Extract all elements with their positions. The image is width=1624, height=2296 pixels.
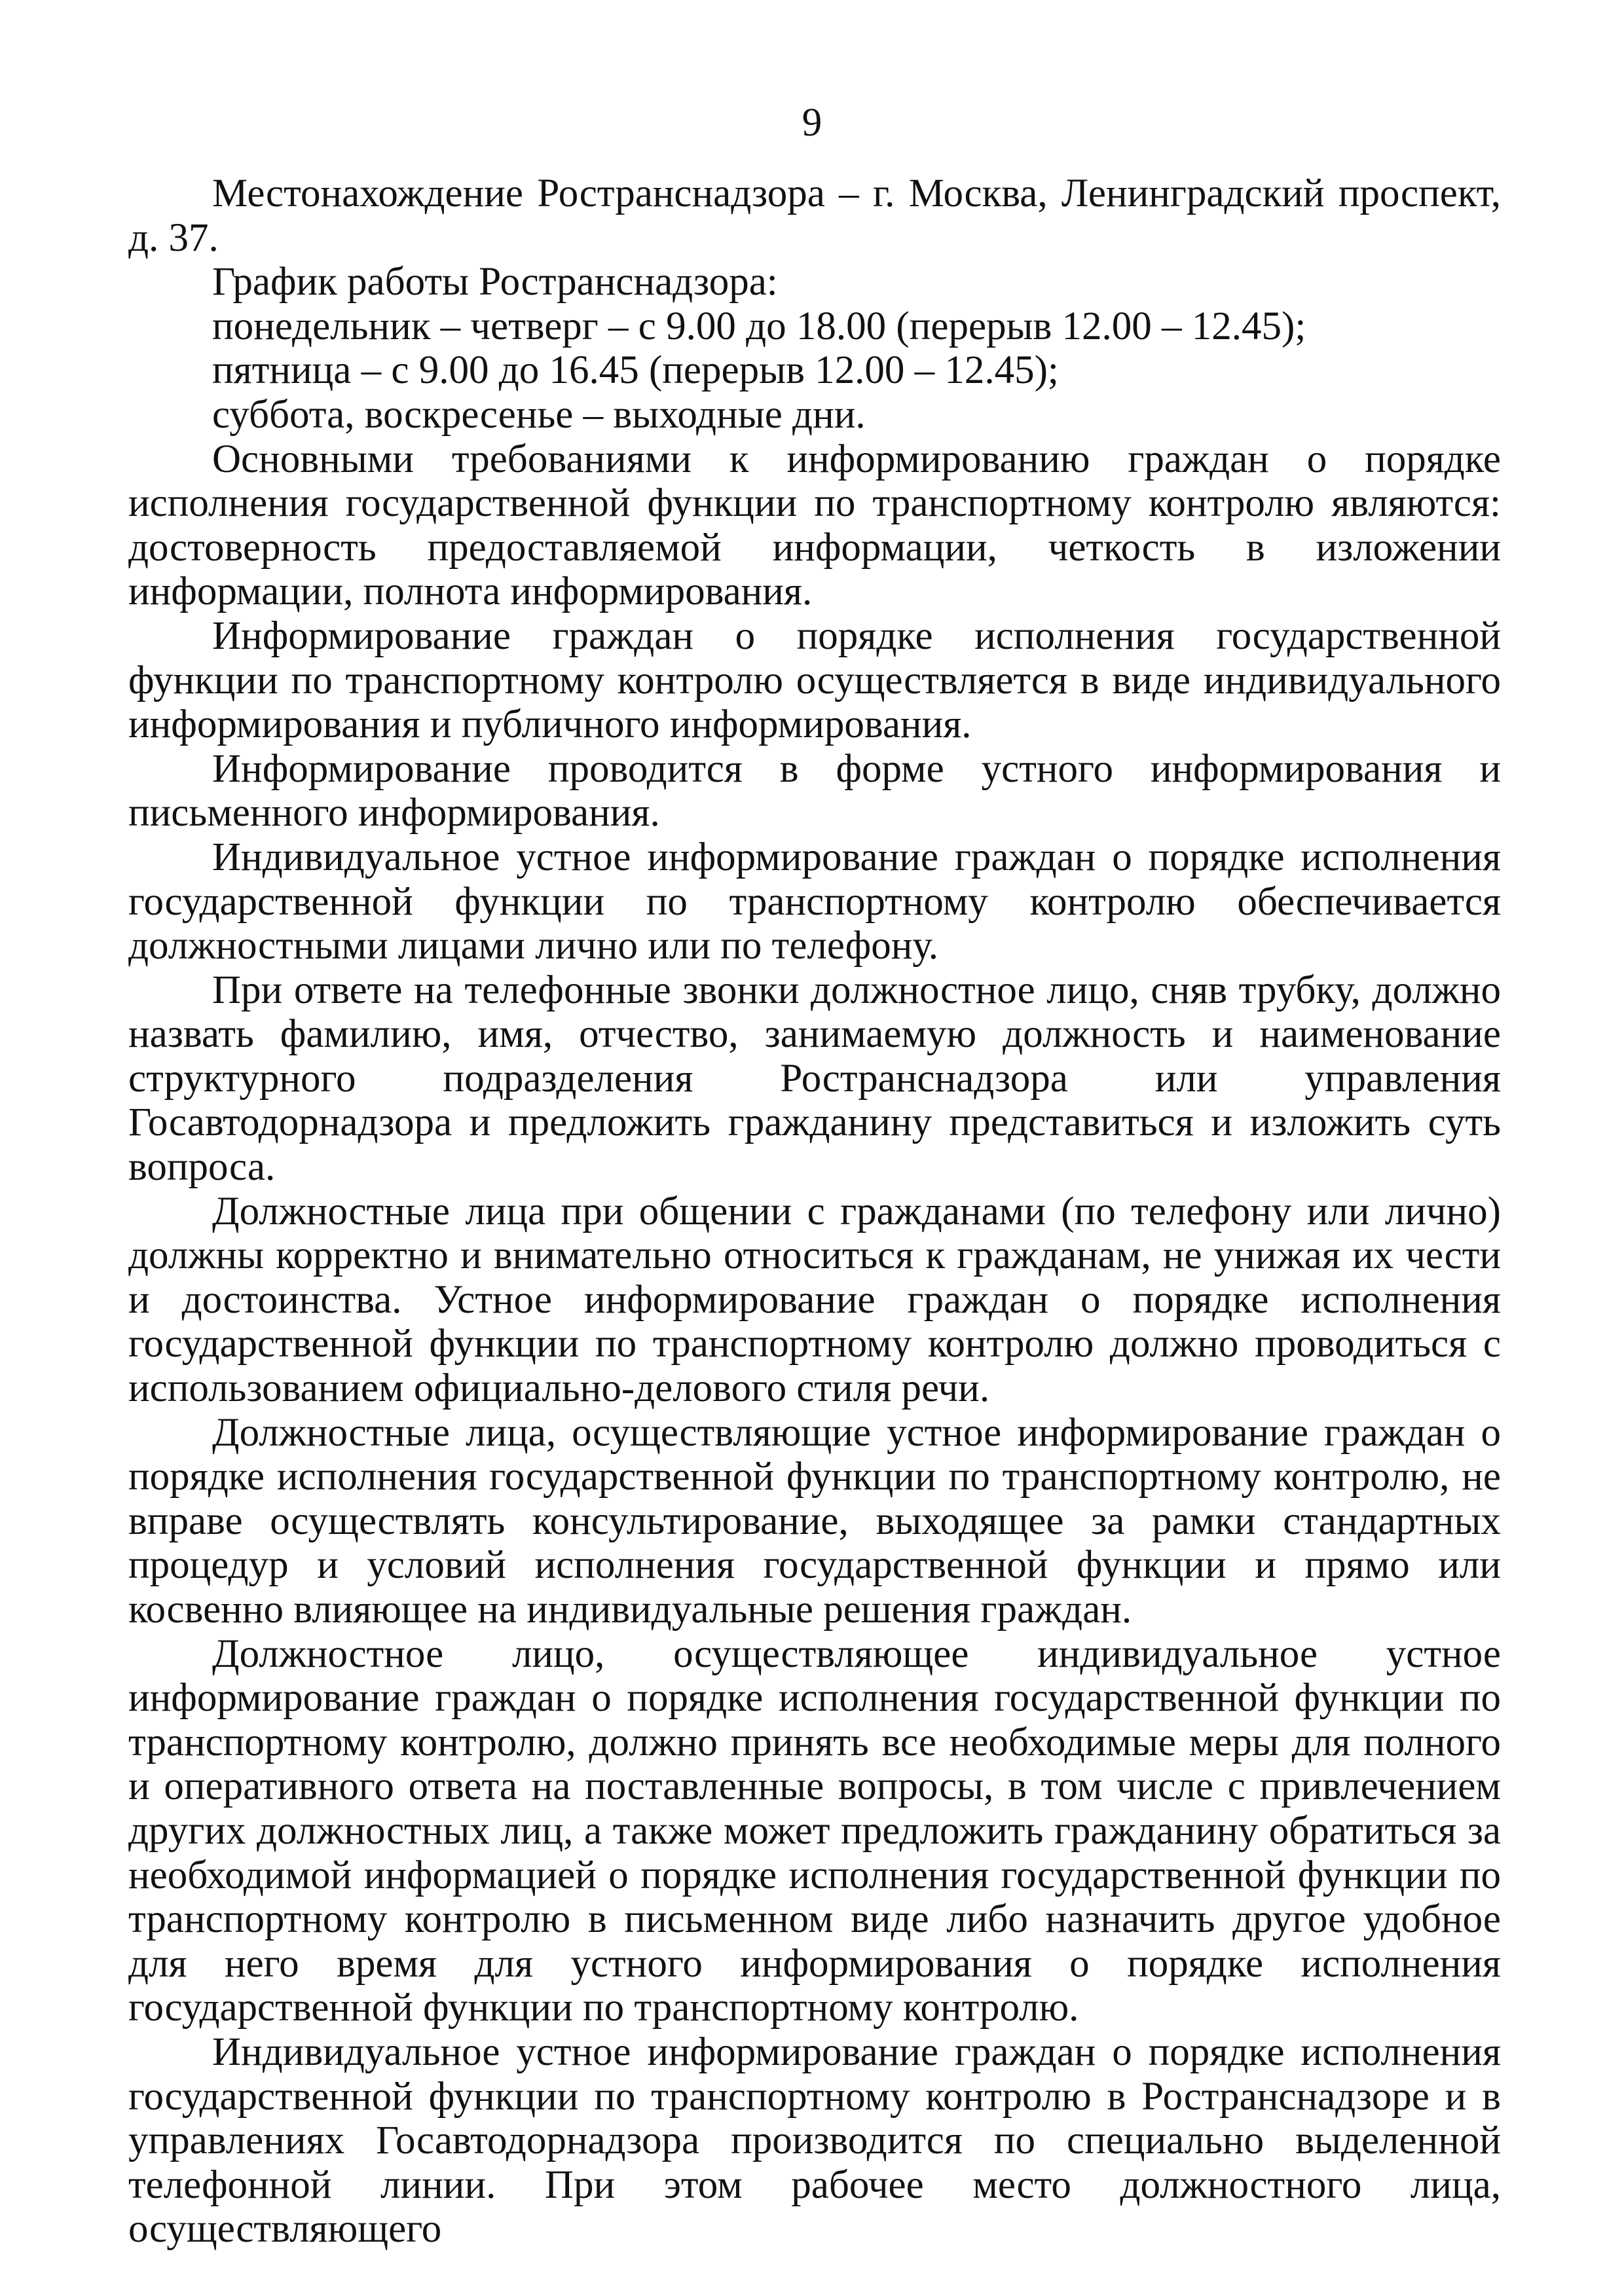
- paragraph-schedule-fri: пятница – с 9.00 до 16.45 (перерыв 12.00 – 12.45);: [212, 348, 1059, 393]
- paragraph-schedule-weekend: суббота, воскресенье – выходные дни.: [212, 392, 866, 437]
- paragraph-phone-calls: При ответе на телефонные звонки должностное лицо, сняв трубку, должно назвать фамилию, имя, отчество, занимаемую должность и наименование структурного подразделения Ространснадзора или управления Госавтодорнадзора и предложить гражданину представиться и изложить суть вопроса.: [128, 968, 1501, 1190]
- paragraph-requirements: Основными требованиями к информированию граждан о порядке исполнения государственной функции по транспортному контролю являются: достоверность предоставляемой информации, четкость в изложении информации, полнота информирования.: [128, 437, 1501, 614]
- paragraph-schedule-title: График работы Ространснадзора:: [212, 260, 778, 304]
- paragraph-individual-oral: Индивидуальное устное информирование граждан о порядке исполнения государственной функции по транспортному контролю обеспечивается должностными лицами лично или по телефону.: [128, 835, 1501, 968]
- document-body: [128, 172, 1501, 2251]
- page-number: 9: [802, 101, 822, 145]
- paragraph-official-duties: Должностное лицо, осуществляющее индивидуальное устное информирование граждан о порядке исполнения государственной функции по транспортному контролю, должно принять все необходимые меры для полного и оперативного ответа на поставленные вопросы, в том числе с привлечением других должностных лиц, а также может предложить гражданину обратиться за необходимой информацией о порядке исполнения государственной функции по транспортному контролю в письменном виде либо назначить другое удобное для него время для устного информирования о порядке исполнения государственной функции по транспортному контролю.: [128, 1631, 1501, 2030]
- paragraph-informing-types: Информирование граждан о порядке исполнения государственной функции по транспортному контролю осуществляется в виде индивидуального информирования и публичного информирования.: [128, 613, 1501, 747]
- paragraph-informing-forms: Информирование проводится в форме устного информирования и письменного информирования.: [128, 746, 1501, 835]
- paragraph-consulting-limits: Должностные лица, осуществляющие устное информирование граждан о порядке исполнения государственной функции по транспортному контролю, не вправе осуществлять консультирование, выходящее за рамки стандартных процедур и условий исполнения государственной функции и прямо или косвенно влияющее на индивидуальные решения граждан.: [128, 1410, 1501, 1631]
- paragraph-conduct: Должностные лица при общении с гражданами (по телефону или лично) должны корректно и внимательно относиться к гражданам, не унижая их чести и достоинства. Устное информирование граждан о порядке исполнения государственной функции по транспортному контролю должно проводиться с использованием официально-делового стиля речи.: [128, 1189, 1501, 1411]
- paragraph-phone-line: Индивидуальное устное информирование граждан о порядке исполнения государственной функции по транспортному контролю в Ространснадзоре и в управлениях Госавтодорнадзора производится по специально выделенной телефонной линии. При этом рабочее место должностного лица, осуществляющего: [128, 2030, 1501, 2251]
- paragraph-location: Местонахождение Ространснадзора – г. Москва, Ленинградский проспект, д. 37.: [128, 172, 1501, 260]
- paragraph-schedule-mon-thu: понедельник – четверг – с 9.00 до 18.00 (перерыв 12.00 – 12.45);: [212, 304, 1306, 348]
